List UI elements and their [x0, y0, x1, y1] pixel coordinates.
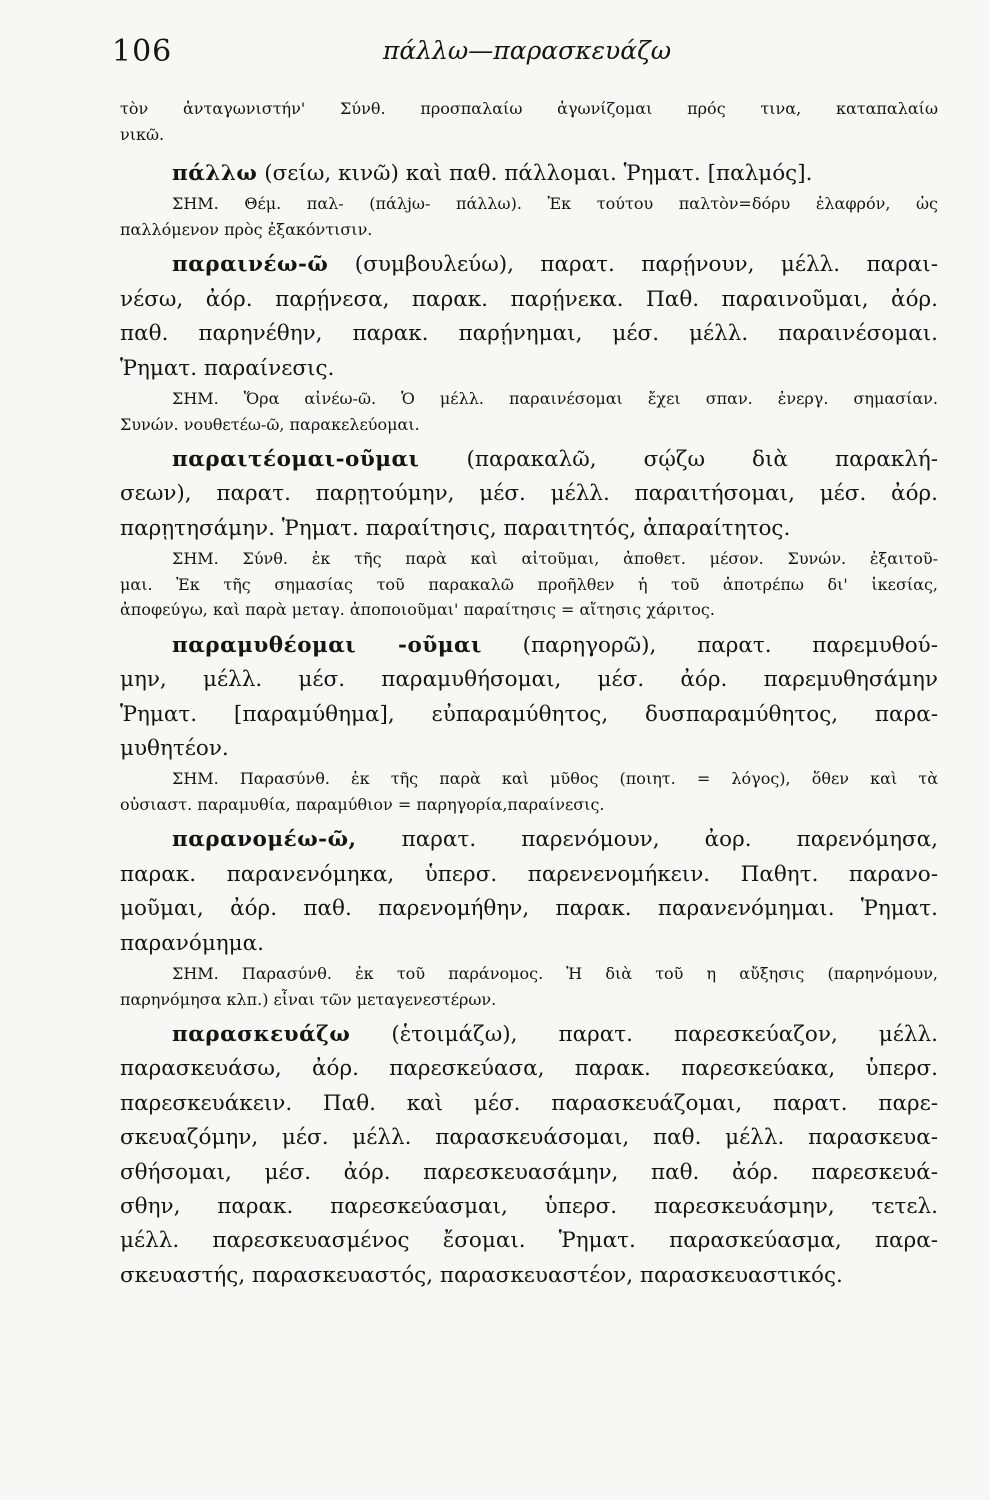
entry-line: μέλλ. παρεσκευασμένος ἔσομαι. Ῥηματ. παρασκεύασμα, παρα- — [120, 1228, 938, 1254]
note-line: παλλόμενον πρὸς ἐξακόντισιν. — [120, 219, 373, 239]
dictionary-entry — [120, 248, 938, 437]
headword: παραιτέομαι-οῦμαι — [172, 447, 420, 473]
entry-line: πάλλω (σείω, κινῶ) καὶ παθ. πάλλομαι. Ῥηματ. [παλμός]. — [172, 161, 813, 186]
note-line: Συνών. νουθετέω-ῶ, παρακελεύομαι. — [120, 414, 420, 434]
entry-line: Ῥηματ. [παραμύθημα], εὐπαραμύθητος, δυσπαραμύθητος, παρα- — [120, 701, 938, 727]
entry-line: παρανομέω-ῶ, παρατ. παρενόμουν, ἀορ. παρενόμησα, — [172, 827, 938, 853]
entry-line: παρεσκευάκειν. Παθ. καὶ μέσ. παρασκευάζομαι, παρατ. παρε- — [120, 1090, 938, 1116]
entry-line: νέσω, ἀόρ. παρῄνεσα, παρακ. παρῄνεκα. Παθ. παραινοῦμαι, ἀόρ. — [120, 286, 938, 312]
page-number: 106 — [112, 34, 173, 69]
headword: παραμυθέομαι -οῦμαι — [172, 632, 482, 658]
entry-line: Ῥηματ. παραίνεσις. — [120, 355, 335, 381]
dictionary-entry — [120, 443, 938, 623]
note-line: ΣΗΜ. Σύνθ. ἐκ τῆς παρὰ καὶ αἰτοῦμαι, ἀποθετ. μέσον. Συνών. ἐξαιτοῦ- — [172, 549, 938, 569]
note-line: ΣΗΜ. Παρασύνθ. ἐκ τοῦ παράνομος. Ἡ διὰ τοῦ η αὔξησις (παρηνόμουν, — [172, 964, 938, 983]
entry-line: παρασκευάζω (ἑτοιμάζω), παρατ. παρεσκεύαζον, μέλλ. — [172, 1022, 938, 1047]
entry-line: σεων), παρατ. παρῃτούμην, μέσ. μέλλ. παραιτήσομαι, μέσ. ἀόρ. — [120, 481, 938, 507]
page-body — [120, 96, 938, 1293]
headword: παραινέω-ῶ — [172, 252, 329, 278]
entry-line: σκευαστής, παρασκευαστός, παρασκευαστέον, παρασκευαστικός. — [120, 1262, 843, 1288]
entry-line: μην, μέλλ. μέσ. παραμυθήσομαι, μέσ. ἀόρ. παρεμυθησάμην — [120, 667, 938, 693]
entry-line: σθήσομαι, μέσ. ἀόρ. παρεσκευασάμην, παθ. ἀόρ. παρεσκευά- — [120, 1159, 938, 1185]
note-line: ΣΗΜ. Θέμ. παλ- (πάλjω- πάλλω). Ἐκ τούτου παλτὸν=δόρυ ἐλαφρόν, ὡς — [172, 194, 938, 214]
note-line: τὸν ἀνταγωνιστήν' Σύνθ. προσπαλαίω ἀγωνίζομαι πρός τινα, καταπαλαίω — [120, 99, 938, 118]
note-line: μαι. Ἐκ τῆς σημασίας τοῦ παρακαλῶ προῆλθεν ἡ τοῦ ἀποτρέπω δι' ἱκεσίας, — [120, 574, 938, 594]
note-line: παρηνόμησα κλπ.) εἶναι τῶν μεταγενεστέρων. — [120, 989, 497, 1009]
entry-line: παραιτέομαι-οῦμαι (παρακαλῶ, σῴζω διὰ παρακλή- — [172, 447, 938, 473]
dictionary-entry — [120, 823, 938, 1012]
entry-line: παρῃτησάμην. Ῥηματ. παραίτησις, παραιτητός, ἀπαραίτητος. — [120, 515, 791, 541]
page-header — [112, 34, 942, 74]
entry-line: σκευαζόμην, μέσ. μέλλ. παρασκευάσομαι, παθ. μέλλ. παρασκευα- — [120, 1125, 938, 1151]
entry-line: παραινέω-ῶ (συμβουλεύω), παρατ. παρῄνουν, μέλλ. παραι- — [172, 252, 938, 278]
entry-line: παρανόμημα. — [120, 930, 265, 956]
running-head: πάλλω—παρασκευάζω — [382, 36, 672, 65]
note-line: οὐσιαστ. παραμυθία, παραμύθιον = παρηγορία,παραίνεσις. — [120, 794, 605, 814]
dictionary-entry — [120, 157, 938, 242]
entry-line: μυθητέον. — [120, 735, 229, 761]
note-line: ἀποφεύγω, καὶ παρὰ μεταγ. ἀποποιοῦμαι' παραίτησις = αἴτησις χάριτος. — [120, 600, 715, 620]
note-line: ΣΗΜ. Ὅρα αἰνέω-ῶ. Ὁ μέλλ. παραινέσομαι ἔχει σπαν. ἐνεργ. σημασίαν. — [172, 389, 938, 409]
note-line: νικῶ. — [120, 124, 165, 144]
dictionary-entry — [120, 629, 938, 818]
note-line: ΣΗΜ. Παρασύνθ. ἐκ τῆς παρὰ καὶ μῦθος (ποιητ. = λόγος), ὅθεν καὶ τὰ — [172, 769, 938, 789]
entry-line: παρακ. παρανενόμηκα, ὑπερσ. παρενενομήκειν. Παθητ. παρανο- — [120, 861, 938, 887]
headword: παρασκευάζω — [172, 1022, 351, 1047]
headword: πάλλω — [172, 161, 258, 186]
dictionary-entry — [120, 1018, 938, 1293]
headword: παρανομέω-ῶ, — [172, 827, 357, 853]
entry-line: μοῦμαι, ἀόρ. παθ. παρενομήθην, παρακ. παρανενόμημαι. Ῥηματ. — [120, 896, 938, 922]
entry-line: παρασκευάσω, ἀόρ. παρεσκεύασα, παρακ. παρεσκεύακα, ὑπερσ. — [120, 1056, 938, 1082]
entry-line: σθην, παρακ. παρεσκεύασμαι, ὑπερσ. παρεσκευάσμην, τετελ. — [120, 1194, 938, 1220]
entry-line: παθ. παρηνέθην, παρακ. παρῄνημαι, μέσ. μέλλ. παραινέσομαι. — [120, 321, 938, 347]
entry-line: παραμυθέομαι -οῦμαι (παρηγορῶ), παρατ. παρεμυθού- — [172, 632, 938, 658]
